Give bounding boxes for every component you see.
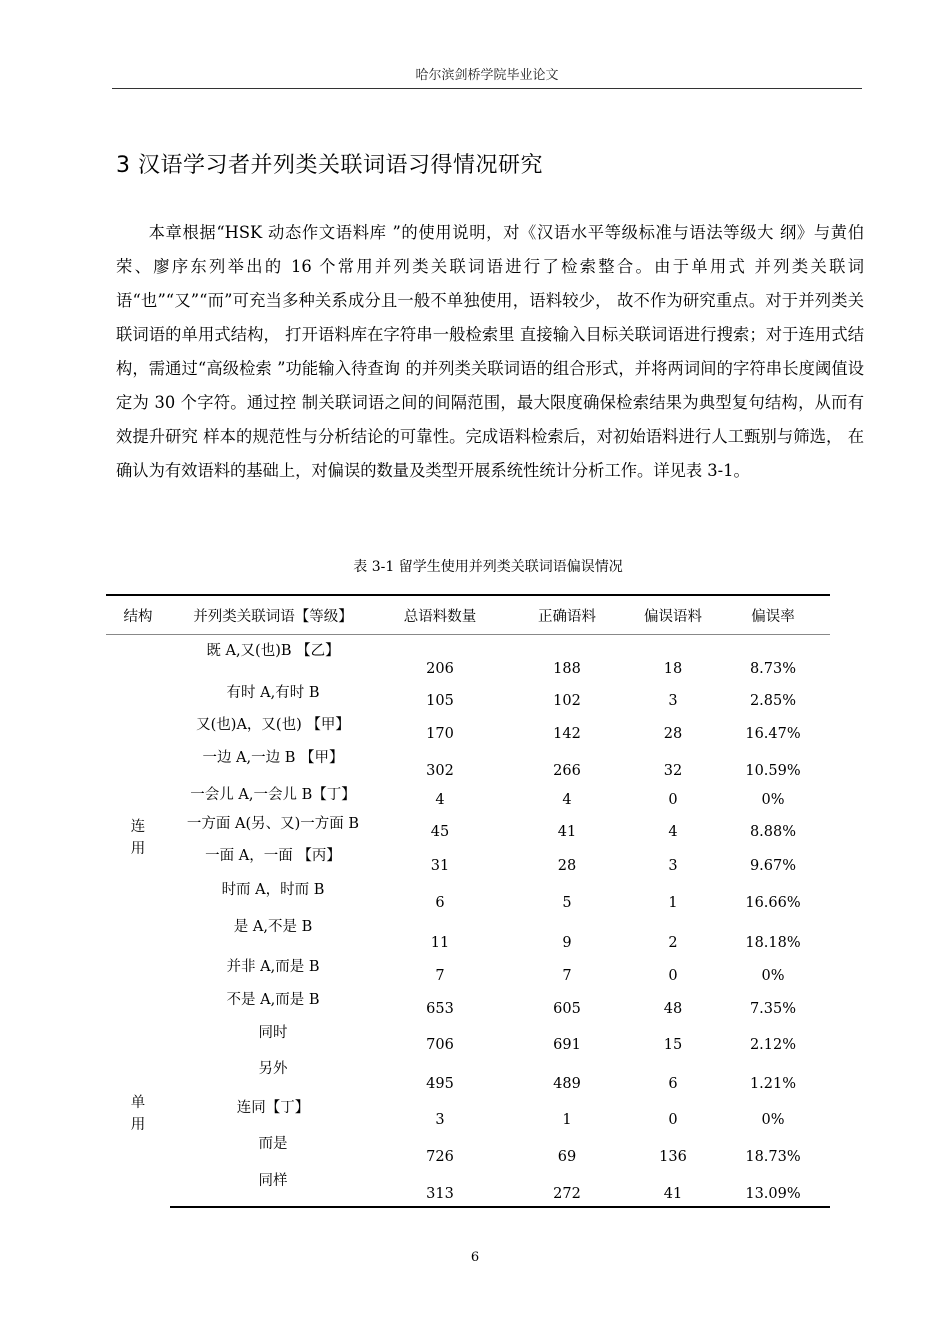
cell-error: 28 xyxy=(663,725,683,742)
cell-correct: 28 xyxy=(557,857,577,874)
cell-correct: 605 xyxy=(553,1000,581,1017)
cell-connective: 并非 A,而是 B xyxy=(226,958,320,975)
cell-total: 45 xyxy=(430,823,450,840)
cell-error: 1 xyxy=(668,894,678,911)
cell-error: 41 xyxy=(630,1169,716,1207)
chapter-title: 3 汉语学习者并列类关联词语习得情况研究 xyxy=(116,153,543,178)
cell-connective: 连同【丁】 xyxy=(236,1099,310,1116)
cell-correct: 489 xyxy=(553,1075,581,1092)
cell-correct: 266 xyxy=(553,762,581,779)
cell-error-rate: 1.21% xyxy=(749,1075,797,1092)
cell-error: 15 xyxy=(663,1036,683,1053)
cell-connective: 不是 A,而是 B xyxy=(226,991,320,1008)
cell-correct: 41 xyxy=(557,823,577,840)
cell-connective: 是 A,不是 B xyxy=(233,918,313,935)
table-row xyxy=(106,915,830,955)
cell-error: 6 xyxy=(668,1075,678,1092)
cell-error: 136 xyxy=(659,1148,687,1165)
table-row xyxy=(106,1057,830,1096)
cell-total: 206 xyxy=(426,660,454,677)
cell-total: 495 xyxy=(426,1075,454,1092)
table-row xyxy=(106,1021,830,1057)
table-row xyxy=(106,878,830,915)
cell-error-rate: 18.18% xyxy=(745,934,801,951)
cell-connective: 又(也)A，又(也) 【甲】 xyxy=(196,716,350,733)
cell-total: 11 xyxy=(430,934,450,951)
table-row xyxy=(106,955,830,988)
table-header-row xyxy=(106,595,830,635)
cell-error: 0 xyxy=(668,791,678,808)
header-cell-connective: 并列类关联词语【等级】 xyxy=(170,595,376,635)
table-row xyxy=(106,1096,830,1132)
header-cell-error: 偏误语料 xyxy=(630,595,716,635)
cell-error-rate: 2.85% xyxy=(749,692,797,709)
cell-correct: 691 xyxy=(553,1036,581,1053)
cell-total: 706 xyxy=(426,1036,454,1053)
cell-correct: 1 xyxy=(562,1111,572,1128)
group-cell-danyong: 单 用 xyxy=(130,1094,146,1133)
cell-connective: 另外 xyxy=(258,1060,288,1077)
cell-connective: 既 A,又(也)B 【乙】 xyxy=(206,643,340,659)
table-row xyxy=(106,844,830,878)
group-cell-lianyong: 连 用 xyxy=(130,818,146,857)
cell-error: 0 xyxy=(668,1111,678,1128)
cell-correct: 4 xyxy=(562,791,572,808)
cell-total: 7 xyxy=(435,967,445,984)
cell-error-rate: 0% xyxy=(761,967,785,984)
cell-error-rate: 18.73% xyxy=(745,1148,801,1165)
cell-error-rate: 7.35% xyxy=(749,1000,797,1017)
cell-total: 726 xyxy=(426,1148,454,1165)
cell-connective: 同时 xyxy=(258,1024,288,1041)
cell-error-rate: 0% xyxy=(761,1111,785,1128)
header-cell-correct: 正确语料 xyxy=(504,595,630,635)
cell-total: 170 xyxy=(426,725,454,742)
cell-total: 302 xyxy=(426,762,454,779)
cell-error: 3 xyxy=(668,692,678,709)
cell-error: 3 xyxy=(668,857,678,874)
cell-correct: 142 xyxy=(553,725,581,742)
cell-error: 48 xyxy=(663,1000,683,1017)
cell-connective: 一面 A，一面 【丙】 xyxy=(205,847,341,864)
table-row xyxy=(106,1132,830,1169)
table-row xyxy=(106,988,830,1021)
cell-connective: 一方面 A(另、又)一方面 B xyxy=(186,815,360,832)
data-table xyxy=(106,594,830,1208)
cell-correct: 7 xyxy=(562,967,572,984)
cell-error: 0 xyxy=(668,967,678,984)
cell-connective: 时而 A，时而 B xyxy=(221,881,325,898)
table-row xyxy=(106,681,830,713)
cell-error-rate: 8.88% xyxy=(749,823,797,840)
cell-connective: 一边 A,一边 B 【甲】 xyxy=(202,749,344,766)
header-cell-structure: 结构 xyxy=(106,595,170,635)
body-paragraph: 本章根据“HSK 动态作文语料库 ”的使用说明，对《汉语水平等级标准与语法等级大 纲》与黄伯荣、廖序东列举出的 16 个常用并列类关联词语进行了检索整合。由于单用式 并列类关联词语“也”“又”“而”可充当多种关系成分且一般不单独使用，语料较少， 故不作为研究重点。对于并列类关联词语的单用式结构， 打开语料库在字符串一般检索里 直接输入目标关联词语进行搜索；对于连用式结构，需通过“高级检索 ”功能输入待查询 的并列类关联词语的组合形式，并将两词间的字符串长度阈值设定为 30 个字符。通过控 制关联词语之间的间隔范围，最大限度确保检索结果为典型复句结构，从而有效提升研究 样本的规范性与分析结论的可靠性。完成语料检索后，对初始语料进行人工甄别与筛选， 在确认为有效语料的基础上，对偏误的数量及类型开展系统性统计分析工作。详见表 3-1。 xyxy=(116,223,864,480)
cell-error-rate: 0% xyxy=(761,791,785,808)
cell-connective: 同样 xyxy=(170,1169,376,1207)
table-row xyxy=(106,746,830,783)
cell-connective: 而是 xyxy=(258,1135,288,1152)
cell-error: 18 xyxy=(663,660,683,677)
cell-error-rate: 2.12% xyxy=(749,1036,797,1053)
cell-error-rate: 13.09% xyxy=(716,1169,830,1207)
cell-total: 3 xyxy=(435,1111,445,1128)
cell-error: 2 xyxy=(668,934,678,951)
cell-correct: 69 xyxy=(557,1148,577,1165)
cell-correct: 5 xyxy=(562,894,572,911)
cell-error-rate: 16.66% xyxy=(745,894,801,911)
cell-error-rate: 16.47% xyxy=(745,725,801,742)
table-row xyxy=(106,635,830,681)
cell-total: 313 xyxy=(376,1169,504,1207)
cell-correct: 188 xyxy=(553,660,581,677)
cell-error-rate: 8.73% xyxy=(749,660,797,677)
cell-error: 32 xyxy=(663,762,683,779)
cell-total: 4 xyxy=(435,791,445,808)
cell-error-rate: 9.67% xyxy=(749,857,797,874)
cell-total: 31 xyxy=(430,857,450,874)
cell-total: 653 xyxy=(426,1000,454,1017)
table-row xyxy=(106,783,830,812)
cell-error: 4 xyxy=(668,823,678,840)
cell-correct: 9 xyxy=(562,934,572,951)
running-header: 哈尔滨剑桥学院毕业论文 xyxy=(415,68,559,83)
cell-error-rate: 10.59% xyxy=(745,762,801,779)
header-cell-error-rate: 偏误率 xyxy=(716,595,830,635)
body-text xyxy=(116,216,864,488)
table-row xyxy=(106,713,830,746)
table-row xyxy=(106,812,830,844)
page-number: 6 xyxy=(470,1250,480,1265)
cell-correct: 272 xyxy=(504,1169,630,1207)
table-row xyxy=(106,1169,830,1207)
table-caption: 表 3-1 留学生使用并列类关联词语偏误情况 xyxy=(353,559,623,575)
header-cell-total: 总语料数量 xyxy=(376,595,504,635)
cell-correct: 102 xyxy=(553,692,581,709)
cell-total: 6 xyxy=(435,894,445,911)
header-rule xyxy=(112,88,862,89)
cell-connective: 有时 A,有时 B xyxy=(226,684,320,701)
cell-total: 105 xyxy=(426,692,454,709)
cell-connective: 一会儿 A,一会儿 B【丁】 xyxy=(190,786,356,803)
